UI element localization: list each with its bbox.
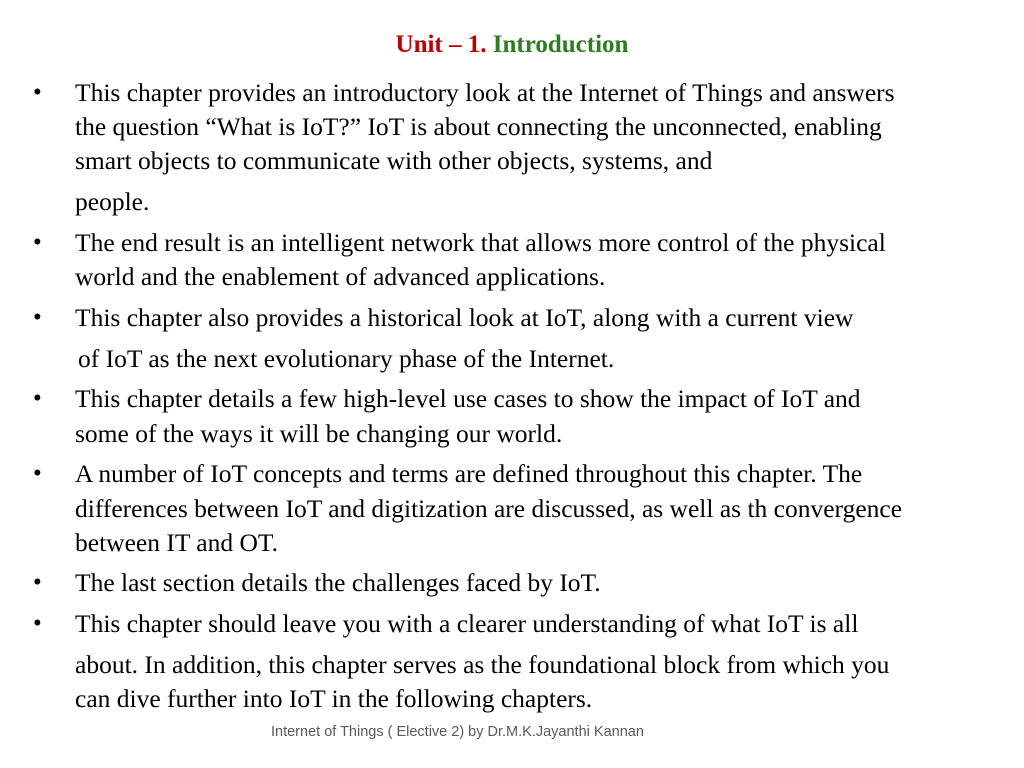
bullet-4-line-1: This chapter details a few high-level use cases to show the impact of IoT and <box>75 384 861 413</box>
bullet-7-line-2: about. In addition, this chapter serves as the foundational block from which you <box>75 650 890 679</box>
bullet-5-line-3: between IT and OT. <box>75 528 278 557</box>
bullet-4-line-2: some of the ways it will be changing our world. <box>75 419 563 448</box>
bullet-3-line-2: of IoT as the next evolutionary phase of the Internet. <box>78 344 615 373</box>
bullet-marker: • <box>33 460 42 487</box>
bullet-1-line-1: This chapter provides an introductory look at the Internet of Things and answers <box>75 78 895 107</box>
bullet-7-line-1: This chapter should leave you with a clearer understanding of what IoT is all <box>75 609 859 638</box>
bullet-5-line-1: A number of IoT concepts and terms are defined throughout this chapter. The <box>75 459 863 488</box>
bullet-6-line-1: The last section details the challenges faced by IoT. <box>75 568 601 597</box>
bullet-1-line-2: the question “What is IoT?” IoT is about connecting the unconnected, enabling <box>75 112 882 141</box>
bullet-5-line-2: differences between IoT and digitization are discussed, as well as th convergence <box>75 494 903 523</box>
title-unit: Unit – 1. <box>395 31 487 58</box>
bullet-2-line-2: world and the enablement of advanced applications. <box>75 262 606 291</box>
slide-footer: Internet of Things ( Elective 2) by Dr.M.K.Jayanthi Kannan <box>271 724 644 740</box>
bullet-2-line-1: The end result is an intelligent network that allows more control of the physical <box>75 228 886 257</box>
title-topic: Introduction <box>492 31 629 58</box>
bullet-1-line-3: smart objects to communicate with other objects, systems, and <box>75 146 713 175</box>
bullet-1-line-4: people. <box>75 187 150 216</box>
bullet-marker: • <box>33 610 42 637</box>
bullet-marker: • <box>33 569 42 596</box>
bullet-7-line-3: can dive further into IoT in the following chapters. <box>75 684 593 713</box>
bullet-3-line-1: This chapter also provides a historical look at IoT, along with a current view <box>75 303 854 332</box>
bullet-marker: • <box>33 229 42 256</box>
bullet-marker: • <box>33 385 42 412</box>
bullet-marker: • <box>33 304 42 331</box>
bullet-marker: • <box>33 79 42 106</box>
